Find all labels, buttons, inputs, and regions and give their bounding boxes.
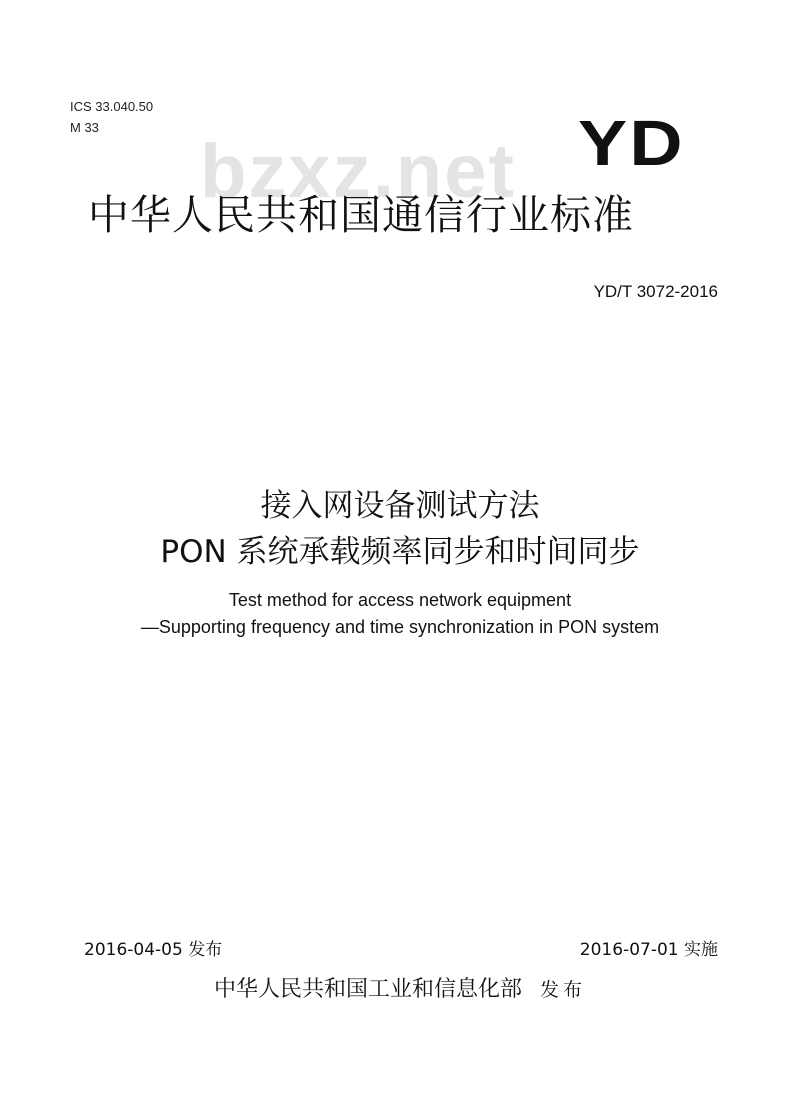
chinese-title-line-1: 接入网设备测试方法 xyxy=(260,488,540,524)
english-title-line-1: Test method for access network equipment xyxy=(228,590,572,610)
issue-date: 2016-04-05 发布 xyxy=(84,940,223,960)
english-title-line-2: —Supporting frequency and time synchronization in PON system xyxy=(140,617,660,637)
ics-number: ICS 33.040.50 xyxy=(70,99,154,114)
standard-category-title: 中华人民共和国通信行业标准 xyxy=(88,191,634,239)
ccs-number: M 33 xyxy=(70,120,99,135)
issuing-authority xyxy=(0,975,800,1005)
issuer-action: 发布 xyxy=(540,979,587,1001)
watermark-text: bzxz.net xyxy=(200,129,516,214)
standard-code: YD/T 3072-2016 xyxy=(593,282,718,301)
yd-logo-mark: YD xyxy=(578,107,685,179)
chinese-title-line-2: PON 系统承载频率同步和时间同步 xyxy=(160,534,640,570)
issuer-name: 中华人民共和国工业和信息化部 xyxy=(213,977,522,1002)
implementation-date: 2016-07-01 实施 xyxy=(579,940,718,960)
